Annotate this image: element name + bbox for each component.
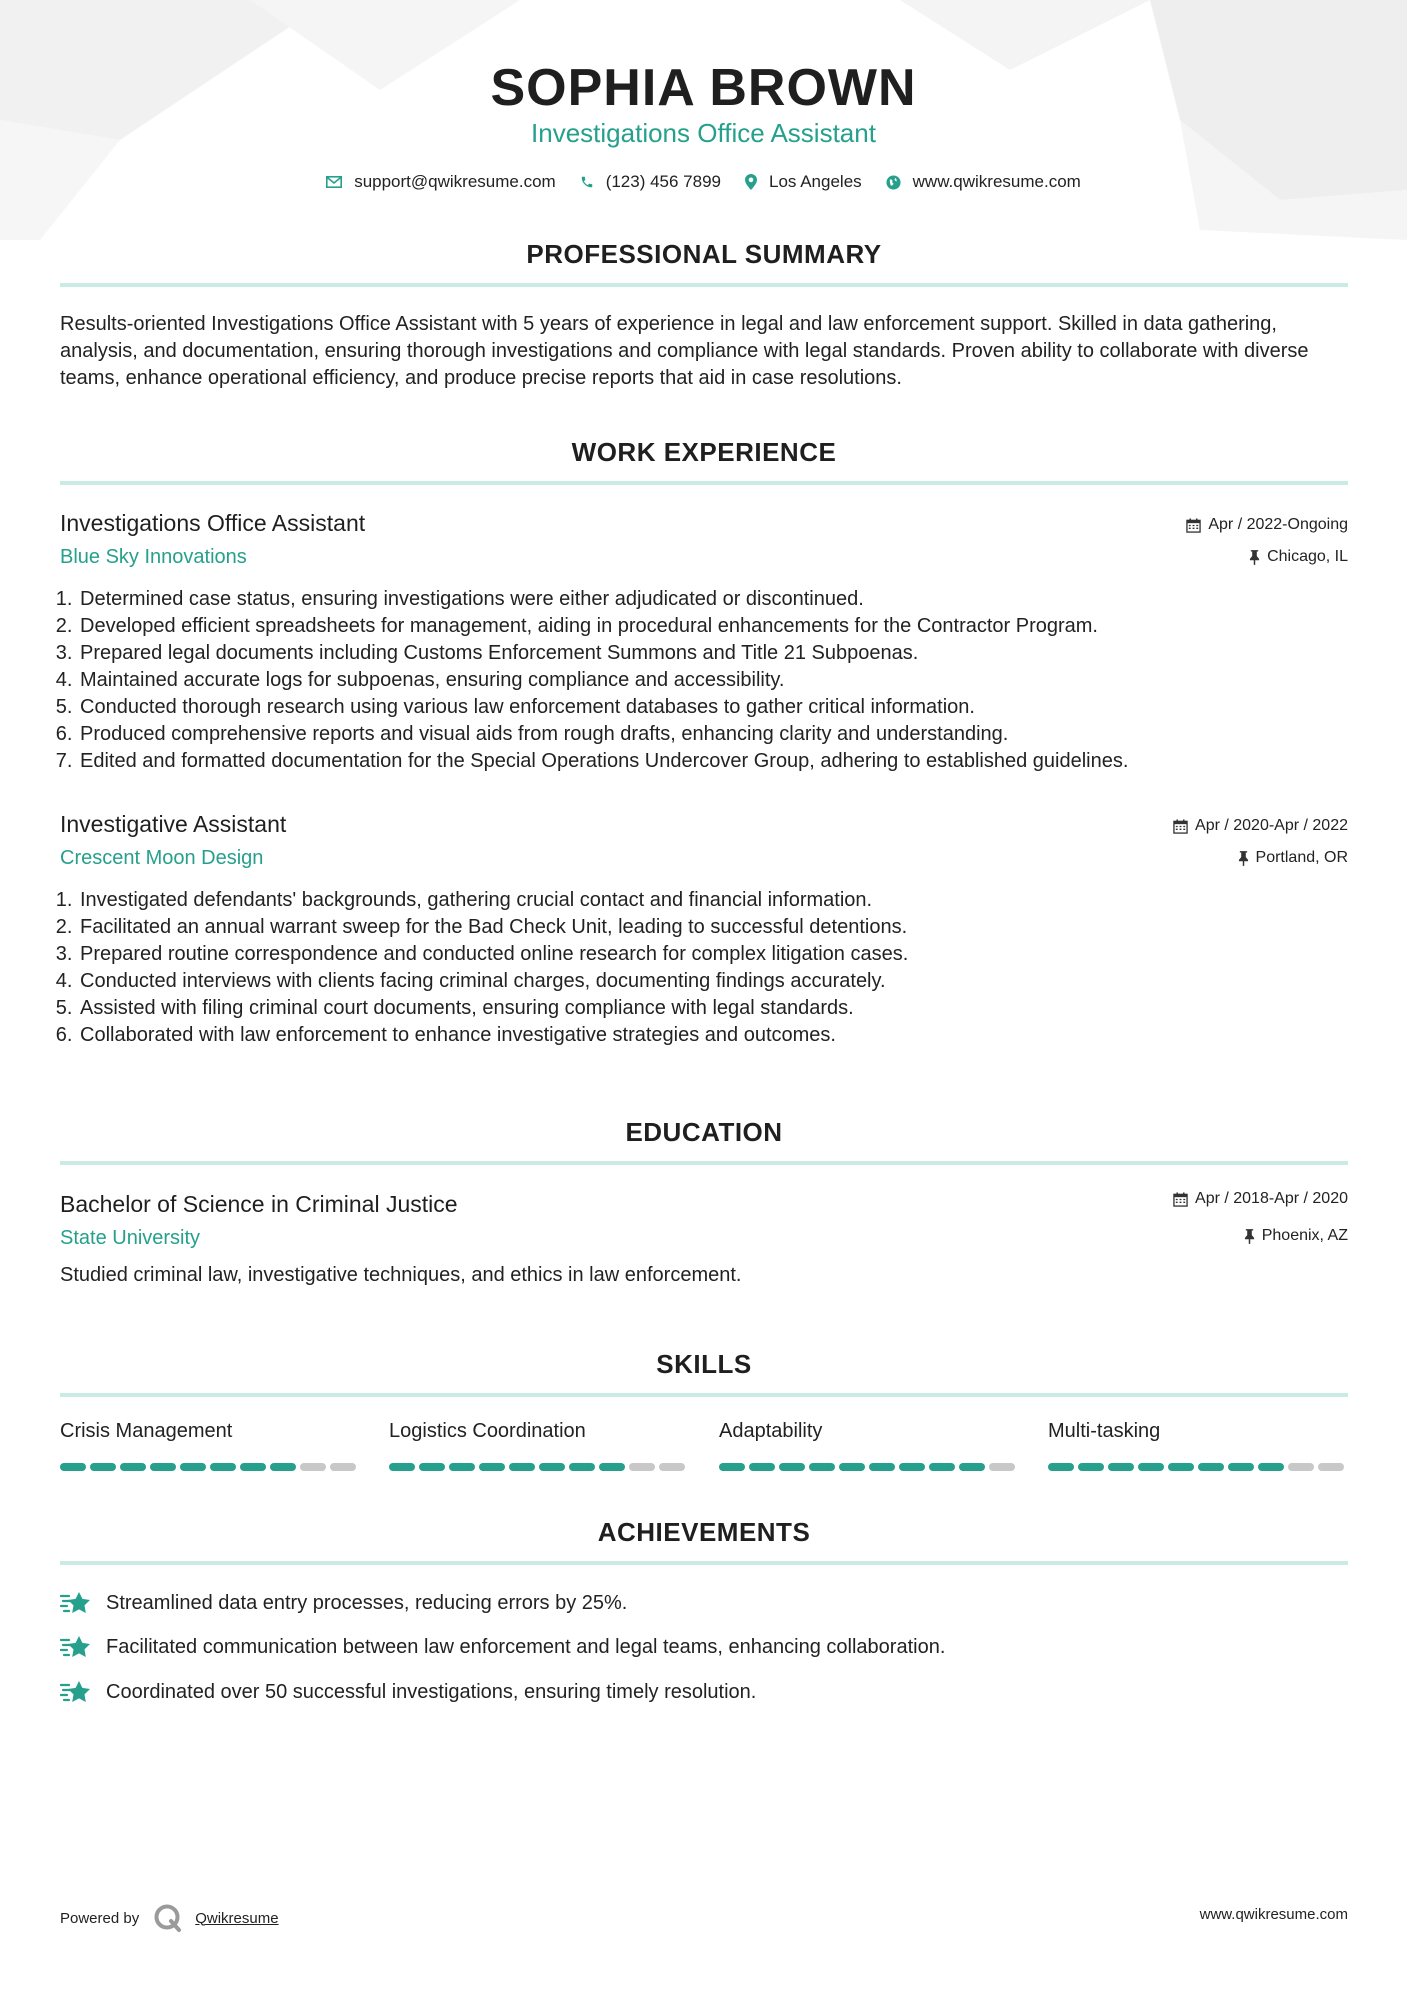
- skill-segment-filled: [869, 1463, 895, 1471]
- skill-segment-filled: [90, 1463, 116, 1471]
- skill-segment-filled: [749, 1463, 775, 1471]
- powered-by-label: Powered by: [60, 1909, 140, 1927]
- skill-segment-empty: [1288, 1463, 1314, 1471]
- list-item: 5. Assisted with filing criminal court documents, ensuring compliance with legal standards.: [78, 995, 1368, 1022]
- skill-name: Logistics Coordination: [389, 1420, 586, 1442]
- job-dates: [1186, 516, 1348, 534]
- section-divider: [60, 1393, 1348, 1397]
- section-title-achievements: ACHIEVEMENTS: [597, 1517, 811, 1547]
- footer-powered-by: [60, 1903, 279, 1933]
- footer-website-link[interactable]: www.qwikresume.com: [1199, 1906, 1348, 1923]
- phone-icon: [580, 175, 594, 189]
- skill-segment-filled: [479, 1463, 505, 1471]
- skill-segment-filled: [539, 1463, 565, 1471]
- education-location-text: Phoenix, AZ: [1261, 1227, 1348, 1244]
- skill-segment-filled: [1228, 1463, 1254, 1471]
- section-title-experience: WORK EXPERIENCE: [571, 437, 837, 467]
- achievement-text: Facilitated communication between law enforcement and legal teams, enhancing collaboration.: [106, 1635, 946, 1658]
- education-description: Studied criminal law, investigative techniques, and ethics in law enforcement.: [60, 1264, 742, 1286]
- section-divider: [60, 1561, 1348, 1565]
- job-dates: [1173, 817, 1348, 835]
- achievement-item: [60, 1634, 945, 1660]
- star-award-icon: [60, 1634, 92, 1660]
- skill-segment-filled: [180, 1463, 206, 1471]
- skill-segment-filled: [389, 1463, 415, 1471]
- skill-segment-filled: [1078, 1463, 1104, 1471]
- skill-segment-filled: [1168, 1463, 1194, 1471]
- list-item: 4. Maintained accurate logs for subpoenas, ensuring compliance and accessibility.: [78, 667, 1368, 694]
- contact-email-text: support@qwikresume.com: [354, 172, 556, 191]
- pushpin-icon: [1238, 851, 1249, 866]
- summary-text: Results-oriented Investigations Office Assistant with 5 years of experience in legal and law enforcement support. Skilled in data gathering, analysis, and documentation, ensuring thorough investigations and compliance with legal standards. Proven ability to collaborate with diverse teams, enhance operational efficiency, and produce precise reports that aid in case resolutions.: [60, 313, 1309, 389]
- skill-segment-empty: [989, 1463, 1015, 1471]
- map-pin-icon: [745, 174, 757, 190]
- list-item: 6. Produced comprehensive reports and visual aids from rough drafts, enhancing clarity and understanding.: [78, 721, 1368, 748]
- skill-segment-filled: [899, 1463, 925, 1471]
- contact-location: [745, 172, 862, 192]
- job-company: Crescent Moon Design: [60, 847, 264, 869]
- skill-segment-filled: [1108, 1463, 1134, 1471]
- skill-segment-filled: [509, 1463, 535, 1471]
- education-school: State University: [60, 1227, 201, 1249]
- skill-segment-filled: [449, 1463, 475, 1471]
- section-title-education: EDUCATION: [625, 1117, 783, 1147]
- job-bullets: [54, 887, 1368, 1049]
- skill-segment-filled: [809, 1463, 835, 1471]
- skill-segment-filled: [1048, 1463, 1074, 1471]
- achievement-item: [60, 1590, 627, 1616]
- list-item: 2. Developed efficient spreadsheets for management, aiding in procedural enhancements for the Contractor Program.: [78, 613, 1368, 640]
- skill-level-bar: [389, 1463, 689, 1471]
- skill-item: [389, 1420, 689, 1471]
- achievement-item: [60, 1679, 756, 1705]
- pushpin-icon: [1249, 550, 1260, 565]
- skill-name: Multi-tasking: [1048, 1420, 1161, 1442]
- list-item: 1. Investigated defendants' backgrounds, gathering crucial contact and financial information.: [78, 887, 1368, 914]
- list-item: 7. Edited and formatted documentation for the Special Operations Undercover Group, adhering to established guidelines.: [78, 748, 1368, 775]
- job-company: Blue Sky Innovations: [60, 546, 247, 568]
- skill-level-bar: [1048, 1463, 1348, 1471]
- skill-segment-filled: [569, 1463, 595, 1471]
- calendar-icon: [1173, 1192, 1188, 1207]
- skill-segment-empty: [1318, 1463, 1344, 1471]
- skill-segment-filled: [419, 1463, 445, 1471]
- skill-segment-filled: [120, 1463, 146, 1471]
- education-degree: Bachelor of Science in Criminal Justice: [60, 1191, 458, 1217]
- skill-name: Crisis Management: [60, 1420, 233, 1442]
- envelope-icon: [326, 176, 342, 188]
- list-item: 3. Prepared routine correspondence and conducted online research for complex litigation cases.: [78, 941, 1368, 968]
- skill-segment-empty: [330, 1463, 356, 1471]
- skill-segment-filled: [779, 1463, 805, 1471]
- skill-segment-filled: [60, 1463, 86, 1471]
- section-title-summary: PROFESSIONAL SUMMARY: [526, 239, 882, 269]
- skill-segment-filled: [270, 1463, 296, 1471]
- job-title: Investigations Office Assistant: [60, 510, 366, 536]
- skill-segment-filled: [210, 1463, 236, 1471]
- job-location-text: Chicago, IL: [1267, 548, 1348, 565]
- job-dates-text: Apr / 2020-Apr / 2022: [1195, 817, 1348, 834]
- list-item: 3. Prepared legal documents including Customs Enforcement Summons and Title 21 Subpoenas.: [78, 640, 1368, 667]
- star-award-icon: [60, 1679, 92, 1705]
- star-award-icon: [60, 1590, 92, 1616]
- job-dates-text: Apr / 2022-Ongoing: [1208, 516, 1348, 533]
- education-location: [1244, 1227, 1348, 1245]
- section-divider: [60, 283, 1348, 287]
- list-item: 6. Collaborated with law enforcement to enhance investigative strategies and outcomes.: [78, 1022, 1368, 1049]
- contact-bar: [0, 172, 1407, 192]
- candidate-name: SOPHIA BROWN: [490, 59, 917, 117]
- list-item: 4. Conducted interviews with clients facing criminal charges, documenting findings accurately.: [78, 968, 1368, 995]
- calendar-icon: [1173, 819, 1188, 834]
- contact-phone[interactable]: [580, 172, 721, 192]
- skill-name: Adaptability: [719, 1420, 823, 1442]
- job-location: [1238, 849, 1348, 867]
- skill-segment-filled: [150, 1463, 176, 1471]
- job-bullets: [54, 586, 1368, 775]
- skill-segment-filled: [599, 1463, 625, 1471]
- skill-item: [1048, 1420, 1348, 1471]
- skill-level-bar: [719, 1463, 1019, 1471]
- list-item: 5. Conducted thorough research using various law enforcement databases to gather critical information.: [78, 694, 1368, 721]
- skill-segment-filled: [1198, 1463, 1224, 1471]
- contact-email[interactable]: [326, 172, 556, 192]
- skill-level-bar: [60, 1463, 360, 1471]
- section-divider: [60, 1161, 1348, 1165]
- skill-segment-filled: [1258, 1463, 1284, 1471]
- skill-segment-filled: [839, 1463, 865, 1471]
- qwikresume-logo-icon: [153, 1903, 183, 1933]
- achievement-text: Streamlined data entry processes, reducing errors by 25%.: [106, 1591, 628, 1614]
- job-location: [1249, 548, 1348, 566]
- education-dates: [1173, 1190, 1348, 1208]
- skill-segment-filled: [719, 1463, 745, 1471]
- calendar-icon: [1186, 518, 1201, 533]
- candidate-title: Investigations Office Assistant: [531, 118, 876, 148]
- contact-location-text: Los Angeles: [769, 172, 862, 191]
- qwikresume-link[interactable]: Qwikresume: [195, 1909, 279, 1927]
- skill-item: [60, 1420, 360, 1471]
- list-item: 2. Facilitated an annual warrant sweep for the Bad Check Unit, leading to successful detentions.: [78, 914, 1368, 941]
- contact-phone-text: (123) 456 7899: [605, 172, 722, 191]
- list-item: 1. Determined case status, ensuring investigations were either adjudicated or discontinued.: [78, 586, 1368, 613]
- skill-segment-empty: [300, 1463, 326, 1471]
- globe-icon: [886, 175, 901, 190]
- skill-segment-empty: [629, 1463, 655, 1471]
- job-location-text: Portland, OR: [1255, 849, 1348, 866]
- contact-website[interactable]: [886, 172, 1081, 192]
- pushpin-icon: [1244, 1229, 1255, 1244]
- skill-segment-filled: [959, 1463, 985, 1471]
- skill-segment-filled: [1138, 1463, 1164, 1471]
- section-title-skills: SKILLS: [656, 1349, 752, 1379]
- skill-segment-filled: [929, 1463, 955, 1471]
- education-dates-text: Apr / 2018-Apr / 2020: [1195, 1190, 1348, 1207]
- section-divider: [60, 481, 1348, 485]
- skill-segment-empty: [659, 1463, 685, 1471]
- skill-item: [719, 1420, 1019, 1471]
- job-title: Investigative Assistant: [60, 811, 287, 837]
- achievement-text: Coordinated over 50 successful investigations, ensuring timely resolution.: [106, 1680, 757, 1703]
- contact-website-text: www.qwikresume.com: [912, 172, 1081, 191]
- skill-segment-filled: [240, 1463, 266, 1471]
